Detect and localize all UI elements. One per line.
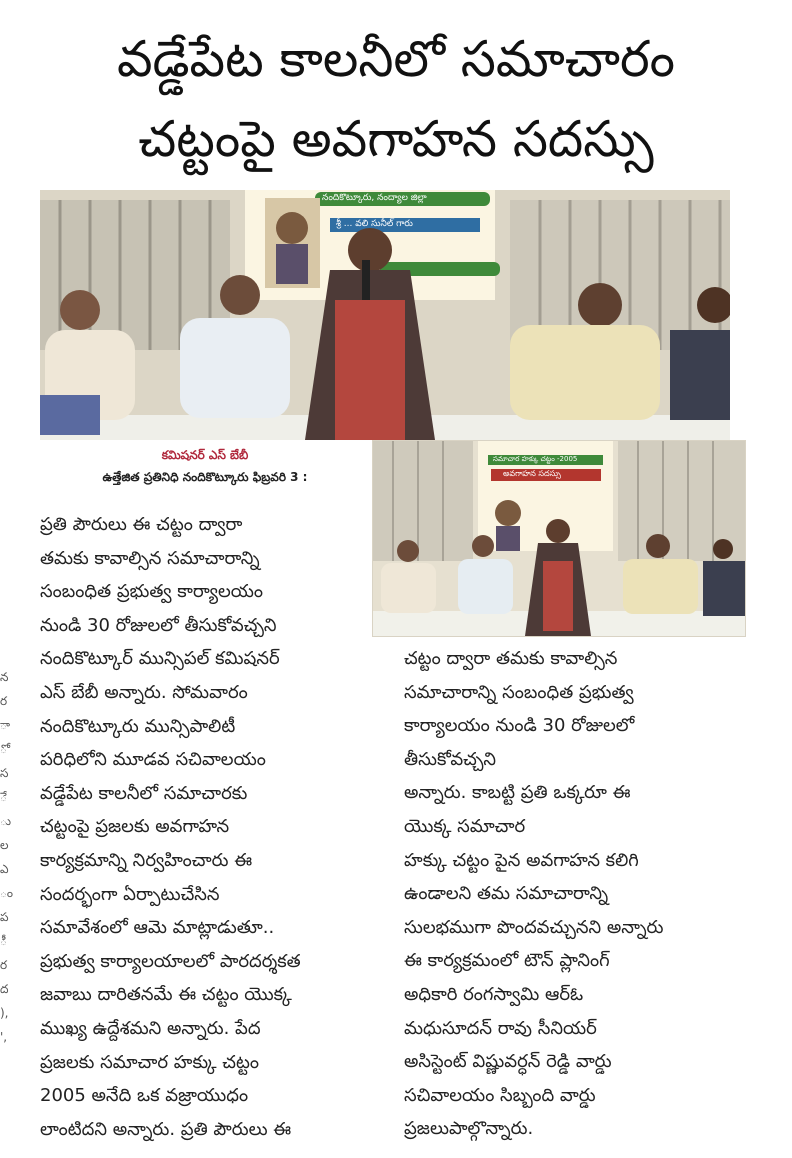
article-line: అధికారి రంగస్వామి ఆర్ఓ (404, 983, 584, 1005)
article-line: సంబంధిత ప్రభుత్వ కార్యాలయం (40, 581, 263, 603)
strip-char: ర (0, 958, 8, 972)
strip-char: ం (0, 886, 14, 900)
article-line: ప్రభుత్వ కార్యాలయాలలో పారదర్శకత (40, 950, 301, 972)
strip-char: ు (0, 814, 12, 828)
banner2-text-1: సమాచార హక్కు చట్టం -2005 (493, 455, 578, 463)
article-line: నుండి 30 రోజులలో తీసుకోవచ్చని (40, 614, 277, 636)
strip-char: ఎ (0, 862, 9, 876)
article-line: చట్టం ద్వారా తమకు కావాల్సిన (404, 648, 618, 669)
article-line: లాంటిదని అన్నారు. ప్రతి పౌరులు ఈ (40, 1118, 292, 1140)
article-line: హక్కు చట్టం పైన అవగాహన కలిగి (404, 849, 639, 871)
article-line: ఈ కార్యక్రమంలో టౌన్ ప్లానింగ్ (404, 950, 610, 972)
article-line: అసిస్టెంట్ విష్ణువర్ధన్ రెడ్డి వార్డు (404, 1051, 612, 1073)
article-line: ప్రజలుపాల్గొన్నారు. (404, 1118, 534, 1140)
article-line: జవాబు దారితనమే ఈ చట్టం యొక్క (40, 984, 292, 1006)
article-line: ముఖ్య ఉద్దేశమని అన్నారు. పేద (40, 1017, 261, 1039)
headline-line-2: చట్టంపై అవగాహన సదస్సు (138, 110, 654, 168)
article-line: సమావేశంలో ఆమె మాట్లాడుతూ.. (40, 917, 275, 939)
article-line: తీసుకోవచ్చని (404, 748, 497, 770)
strip-char: ప (0, 910, 9, 924)
banner-text-2: శ్రీ ... వలి సునీల్ గారు (336, 219, 413, 229)
article-line: నందికొట్కూరు మున్సిపాలిటీ (40, 715, 236, 737)
strip-char: ద (0, 982, 9, 996)
article-line: యొక్క సమాచార (404, 815, 526, 837)
banner-text-1: నందికొట్కూరు, నంద్యాల జిల్లా (322, 193, 427, 203)
strip-char: ), (0, 1006, 9, 1020)
article-column-2 (404, 642, 744, 1146)
article-line: చట్టంపై ప్రజలకు అవగాహన (40, 816, 230, 838)
article-line: సులభముగా పొందవచ్చునని అన్నారు (404, 916, 664, 938)
caption-dateline: ఉత్తేజిత ప్రతినిధి నందికొట్కూరు ఫిబ్రవరి 3 : (102, 470, 308, 484)
secondary-photo (372, 440, 746, 637)
article-line: మధుసూదన్ రావు సీనియర్ (404, 1017, 597, 1039)
strip-char: స (0, 766, 9, 780)
article-line: తమకు కావాల్సిన సమాచారాన్ని (40, 547, 260, 569)
article-line: పరిధిలోని మూడవ సచివాలయం (40, 749, 266, 771)
strip-char: ా (0, 718, 11, 732)
headline-line-1: వడ్డేపేట కాలనీలో సమాచారం (116, 30, 676, 88)
article-line: నందికొట్కూర్ మున్సిపల్ కమిషనర్ (40, 648, 280, 670)
article-line: 2005 అనేది ఒక వజ్రాయుధం (40, 1085, 249, 1107)
article-line: వడ్డేపేట కాలనీలో సమాచారకు (40, 782, 248, 804)
main-photo (40, 190, 730, 440)
article-line: కార్యక్రమాన్ని నిర్వహించారు ఈ (40, 849, 253, 871)
strip-char: ో (0, 742, 7, 756)
strip-char: ే (0, 790, 7, 804)
strip-char: ీ (0, 934, 7, 948)
article-line: ఉండాలని తమ సమాచారాన్ని (404, 883, 609, 905)
article-line: ఎస్ బేబీ అన్నారు. సోమవారం (40, 681, 248, 703)
strip-char: న (0, 670, 9, 684)
strip-char: ', (0, 1030, 8, 1044)
article-line: అన్నారు. కాబట్టి ప్రతి ఒక్కరూ ఈ (404, 782, 631, 804)
banner2-text-2: అవగాహన సదస్సు (503, 469, 561, 478)
article-line: సందర్భంగా ఏర్పాటుచేసిన (40, 883, 220, 905)
strip-char: ల (0, 838, 9, 852)
strip-char: ర (0, 694, 8, 708)
article-line: సమాచారాన్ని సంబంధిత ప్రభుత్వ (404, 681, 634, 703)
article-column-1 (40, 508, 375, 1146)
caption-title: కమిషనర్ ఎస్ బేబీ (161, 448, 249, 462)
article-line: ప్రజలకు సమాచార హక్కు చట్టం (40, 1051, 259, 1073)
article-line: కార్యాలయం నుండి 30 రోజులలో (404, 715, 635, 737)
article-line: ప్రతి పౌరులు ఈ చట్టం ద్వారా (40, 514, 243, 535)
cropped-adjacent-column (0, 665, 12, 1049)
article-line: సచివాలయం సిబ్బంది వార్డు (404, 1084, 596, 1106)
